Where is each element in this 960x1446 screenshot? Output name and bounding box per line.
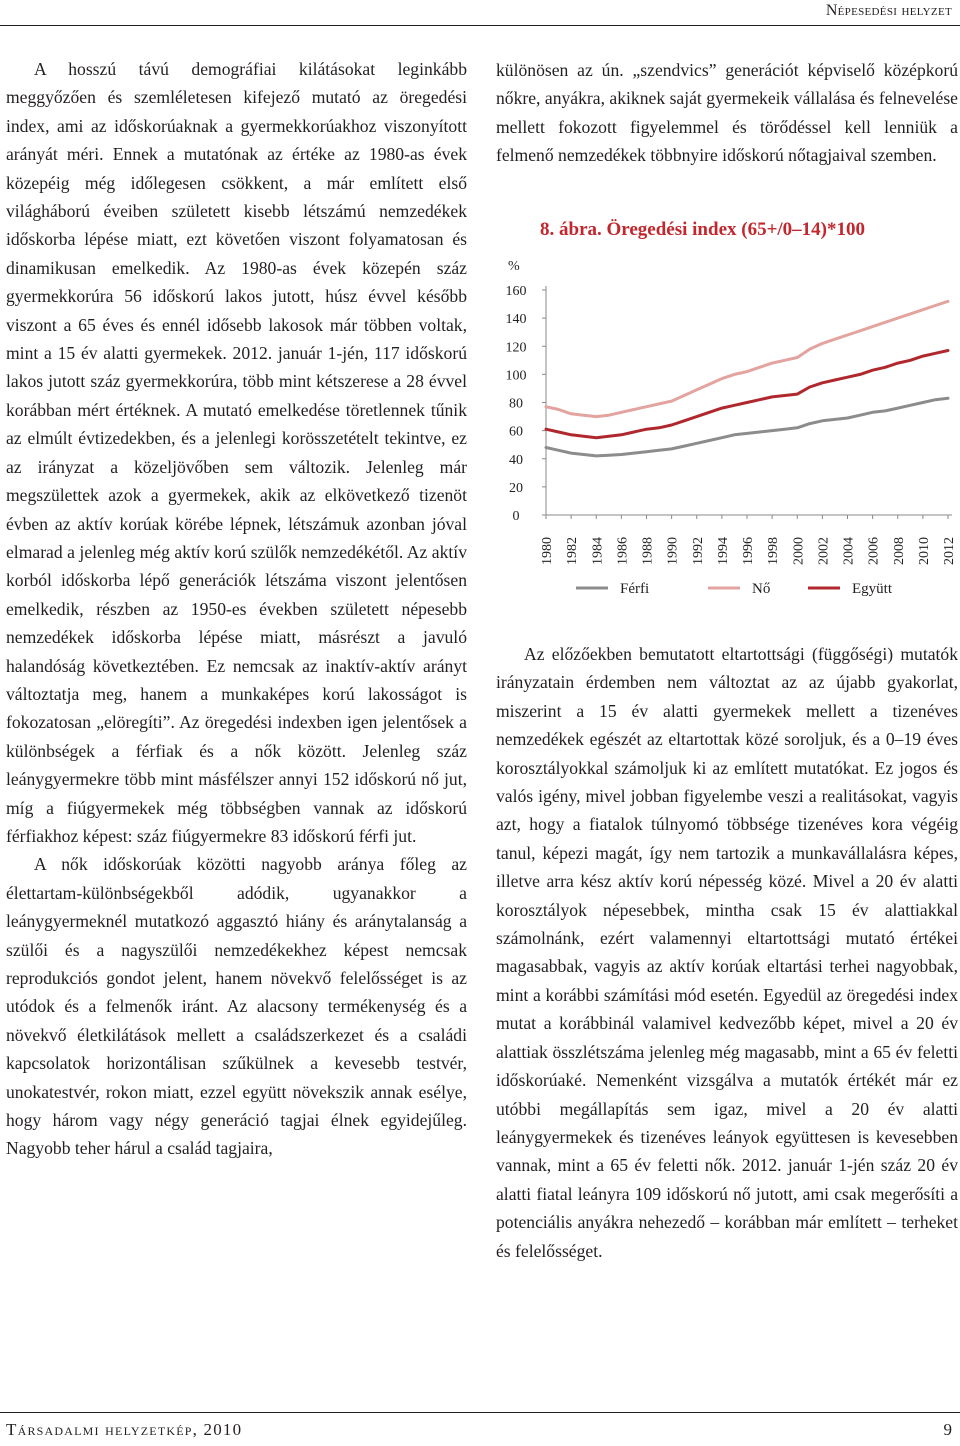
- x-tick-label: 2008: [891, 537, 907, 565]
- x-tick-label: 1988: [640, 537, 656, 565]
- legend-label: Együtt: [852, 581, 892, 597]
- right-paragraph-1: különösen az ún. „szendvics” generációt képviselő középkorú nőkre, anyákra, akiknek saját gyermekeik vállalása és felnevelése mellett fokozott figyelemmel és törődéssel kell lenniük a felmenő nemzedékek többnyire időskorú nőtagjaival szemben.: [496, 60, 958, 166]
- series-line-f-rfi: [546, 398, 948, 456]
- page-number: 9: [943, 1420, 952, 1439]
- left-paragraph-1: A hosszú távú demográfiai kilátásokat leginkább meggyőzően és szemléletesen kifejező mutató az öregedési index, ami az időskorúaknak a gyermekkorúakhoz viszonyított arányát méri. Ennek a mutatónak az értéke az 1980-as évek közepéig még időlegesen csökkent, a már említett első világháború éveiben született kisebb létszámú nemzedékek időskorba lépése miatt, ezt követően viszont folyamatosan és dinamikusan emelkedik. Az 1980-as évek közepén száz gyermekkorúra 56 időskorú lakos jutott, húsz évvel később viszont a 65 éves és ennél idősebb lakosok már többen voltak, mint a 15 év alatti gyermekek. 2012. január 1-jén, 117 időskorú lakos jutott száz gyermekkorúra, több mint kétszerese a 28 évvel korábban mért értéknek. A mutató emelkedése töretlennek tűnik az elmúlt évtizedekben, és a jelenlegi korösszetételt tekintve, ez az irányzat a közeljövőben sem változik. Jelenleg már megszülettek azok a gyermekek, akik az elkövetkező tizenöt évben az aktív korúak körébe lépnek, létszámuk azonban jóval elmarad a jelenleg még aktív korú szülők nemzedékétől. Az aktív korból időskorba lépő generációk létszáma viszont jelentősen emelkedik, részben az 1950-es években született népesebb nemzedékek időskorba lépése miatt, másrészt a javuló halandóság következtében. Ez nemcsak az inaktív-aktív arányt változtatja meg, hanem a munkaképes korú lakosságot is fokozatosan „elöregíti”. Az öregedési indexben igen jelentősek a különbségek a férfiak és a nők között. Jelenleg száz leánygyermekre több mint másfélszer annyi 152 időskorú nő jut, míg a fiúgyermekek még többségben vannak az időskorú férfiakhoz képest: száz fiúgyermekre 83 időskorú férfi jut.: [6, 59, 467, 846]
- y-tick-label: 20: [509, 480, 523, 496]
- y-tick-label: 160: [505, 284, 527, 299]
- right-column-bottom: [496, 640, 958, 1265]
- footer-publication: Társadalmi helyzetkép, 2010: [6, 1420, 243, 1439]
- section-title: Népesedési helyzet: [825, 2, 952, 19]
- legend-label: Nő: [752, 581, 771, 597]
- x-tick-label: 1986: [615, 537, 631, 565]
- legend-label: Férfi: [620, 581, 650, 597]
- x-tick-label: 2006: [866, 537, 882, 565]
- x-tick-label: 2002: [816, 537, 832, 565]
- x-tick-label: 1990: [665, 537, 681, 565]
- right-column-top: [496, 56, 958, 170]
- left-paragraph-2: A nők időskorúak közötti nagyobb aránya főleg az élettartam-különbségekből adódik, ugyanakkor a leánygyermeknél mutatkozó aggasztó hiány és aránytalanság a szülői és a nagyszülői nemzedékekhez képest nemcsak reprodukciós gondot jelent, hanem növekvő felelősséget is az utódok és a felmenők iránt. Az alacsony termékenység és a növekvő életkilátások mellett a családszerkezet és a családi kapcsolatok horizontálisan szűkülnek a kevesebb testvér, unokatestvér, rokon miatt, ezzel együtt növekszik annak esélye, hogy három vagy négy generáció tagjai élnek egyidejűleg. Nagyobb teher hárul a család tagjaira,: [6, 854, 467, 1159]
- y-axis-unit-label: %: [508, 259, 520, 274]
- y-tick-label: 80: [509, 396, 523, 412]
- left-column: [6, 55, 467, 1163]
- header-rule: [0, 25, 960, 26]
- footer-rule: [0, 1412, 960, 1413]
- y-tick-label: 60: [509, 424, 523, 440]
- series-line-n-: [546, 301, 948, 416]
- x-tick-label: 2010: [916, 537, 932, 565]
- series-line-egy-tt: [546, 351, 948, 438]
- y-tick-label: 40: [509, 452, 523, 468]
- y-tick-label: 100: [505, 368, 527, 384]
- x-tick-label: 2012: [942, 537, 957, 565]
- x-tick-label: 1998: [766, 537, 782, 565]
- y-tick-label: 140: [505, 312, 527, 328]
- x-tick-label: 1992: [690, 537, 706, 565]
- y-tick-label: 0: [512, 509, 520, 524]
- x-tick-label: 2000: [791, 537, 807, 565]
- y-tick-label: 120: [505, 340, 527, 356]
- x-tick-label: 1984: [590, 537, 606, 565]
- x-tick-label: 1982: [565, 537, 581, 565]
- figure-title: 8. ábra. Öregedési index (65+/0–14)*100: [540, 219, 866, 240]
- x-tick-label: 2004: [841, 537, 857, 565]
- x-tick-label: 1980: [540, 537, 555, 565]
- x-tick-label: 1996: [741, 537, 756, 565]
- x-tick-label: 1994: [715, 537, 731, 565]
- aging-index-chart: [498, 248, 960, 623]
- right-paragraph-2: Az előzőekben bemutatott eltartottsági (függőségi) mutatók irányzatain érdemben nem változtat az az újabb gyakorlat, miszerint a 15 év alatti gyermekek mellett a tizenéves nemzedékek egészét az eltartottak közé soroljuk, és a 0–19 éves korosztályokkal számoljuk ki az említett mutatókat. Ez jogos és valós igény, mivel jobban figyelembe veszi a realitásokat, vagyis azt, hogy a fiatalok túlnyomó többsége tizenéves kora végéig tanul, képezi magát, így nem tartozik a munkavállalásra képes, illetve arra kész aktív korú népesség közé. Mivel a 20 év alatti korosztályok népesebbek, mintha csak 15 év alattiakkal számolnánk, ezért valamennyi eltartottsági mutató értékei magasabbak, vagyis az aktív korúak eltartási terhei nagyobbak, mint a korábbi számítási mód esetén. Egyedül az öregedési index mutat a korábbinál valamivel kedvezőbb képet, mivel a 20 év alattiak összlétszáma jelenleg még magasabb, mint a 65 év feletti időskorúaké. Nemenként vizsgálva a mutatók értékét már ez utóbbi megállapítás sem igaz, mivel a 20 év alatti leánygyermekek és tizenéves leányok együttesen is kevesebben vannak, mint a 65 év feletti nők. 2012. január 1-jén száz 20 év alatti fiatal leányra 109 időskorú nő jutott, ami csak megerősíti a potenciális anyákra nehezedő – korábban már említett – terheket és felelősséget.: [496, 644, 958, 1261]
